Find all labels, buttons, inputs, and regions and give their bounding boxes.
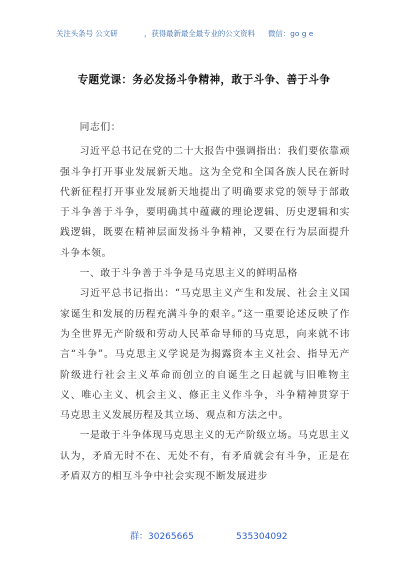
footer-bar (0, 529, 408, 545)
footer-second-number: 535304092 (236, 532, 288, 542)
header-wechat-text: 微信：go g e (268, 29, 314, 38)
section-heading-1: 一、敢于斗争善于斗争是马克思主义的鲜明品格 (79, 268, 298, 280)
document-title: 专题党课：务必发扬斗争精神，敢于斗争、善于斗争 (77, 74, 331, 86)
header-follow-text: 关注头条号 公文研 (56, 29, 118, 38)
paragraph-1: 习近平总书记在党的二十大报告中强调指出：我们要依靠顽强斗争打开事业发展新天地。这为全党和全国各族人民在新时代新征程打开事业发展新天地提出了明确要求党的领导于部敢于斗争善于斗争，要明确其中蕴藏的理论逻辑、历史逻辑和实践逻辑，既要在精神层面发扬斗争精神，又要在行为层面提升斗争本领。 (60, 146, 350, 259)
header-bar (56, 26, 356, 42)
paragraph-3: 一是敢于斗争体现马克思主义的无产阶级立场。马克思主义认为，矛盾无时不在、无处不有，有矛盾就会有斗争，正是在矛盾双方的相互斗争中社会实现不断发展进步 (60, 430, 350, 483)
header-promo-text: ，获得最新最全最专业的公文资料 (144, 29, 255, 38)
footer-group-number: 群：30265665 (130, 532, 194, 542)
salutation: 同志们： (79, 122, 122, 133)
document-body (60, 118, 350, 487)
paragraph-2: 习近平总书记指出：“马克思主义产生和发展、社会主义国家诞生和发展的历程充满斗争的艰辛。”这一重要论述反映了作为全世界无产阶级和劳动人民革命导师的马克思，向来就不讳言“斗争”。马克思主义学说是为揭露资本主义社会、指导无产阶级进行社会主义革命而创立的自诞生之日起就与旧唯物主义、唯心主义、机会主义、修正主义作斗争，斗争精神贯穿于马克思主义发展历程及其立场、观点和方法之中。 (60, 288, 350, 422)
